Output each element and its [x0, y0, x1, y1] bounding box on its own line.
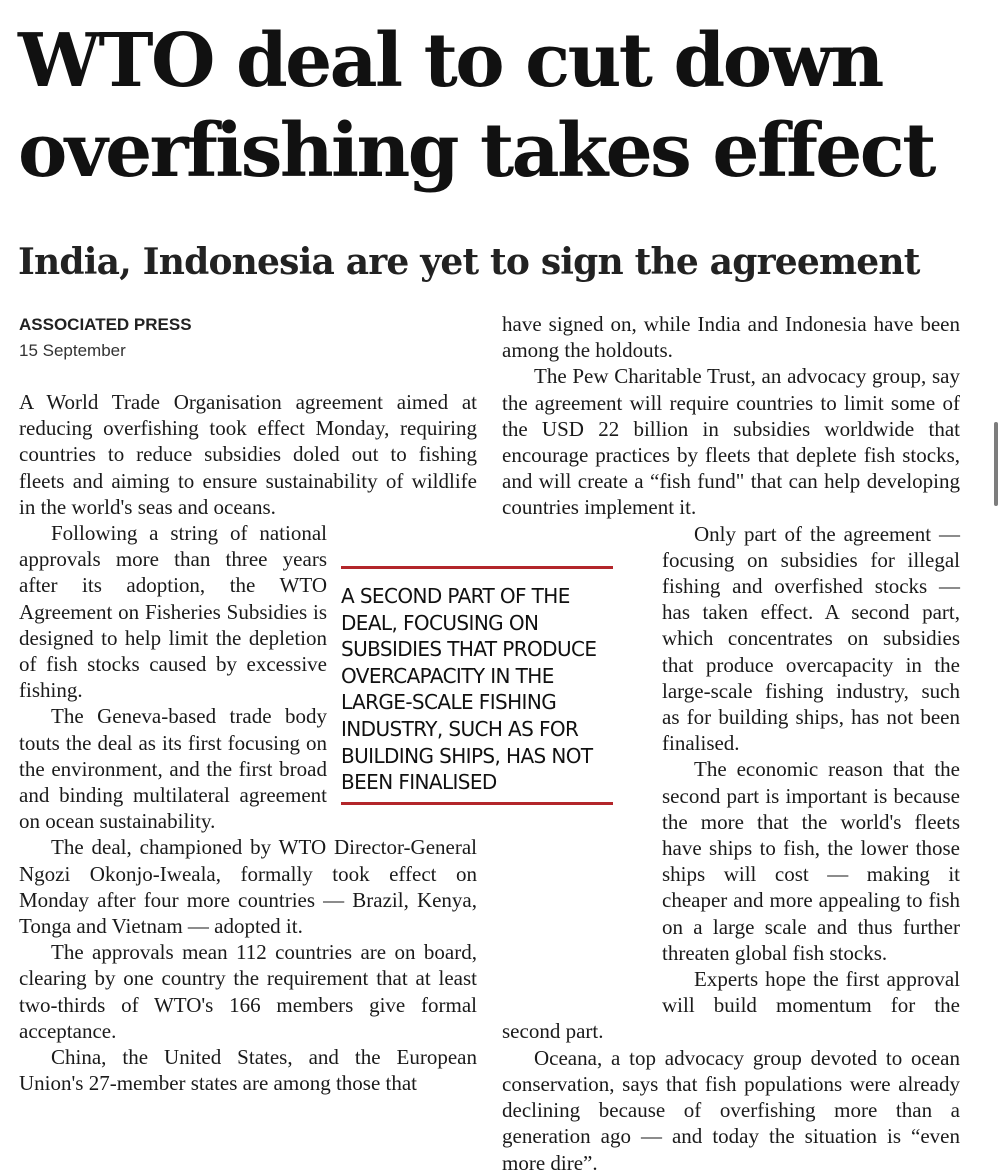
- body-paragraph: A World Trade Organisation agreement aimed at reducing overfishing took effect Monday, requiring countries to reduce subsidies doled out to fishing fleets and aiming to ensure sustainability of wildlife in the world's seas and oceans.: [19, 390, 477, 519]
- body-paragraph: Oceana, a top advocacy group devoted to ocean conservation, says that fish populations were already declining because of overfishing more than a generation ago — and today the situation is “even more dire”.: [502, 1045, 960, 1175]
- body-paragraph: The deal, championed by WTO Director-General Ngozi Okonjo-Iweala, formally took effect on Monday after four more countries — Brazil, Kenya, Tonga and Vietnam — adopted it.: [19, 835, 477, 939]
- scrollbar[interactable]: [994, 422, 998, 506]
- body-paragraph: China, the United States, and the European Union's 27-member states are among those that: [19, 1045, 477, 1096]
- headline-line-2: overfishing takes effect: [18, 108, 934, 194]
- body-paragraph: Experts hope the first approval will build momentum for the second part.: [502, 967, 960, 1044]
- body-paragraph: The Geneva-based trade body touts the deal as its first focusing on the environment, and the first broad and binding multilateral agreement on ocean sustainability.: [19, 704, 327, 834]
- pull-quote: A SECOND PART OF THE DEAL, FOCUSING ON SUBSIDIES THAT PRODUCE OVERCAPACITY IN THE LARGE-SCALE FISHING INDUSTRY, SUCH AS FOR BUILDING SHIPS, HAS NOT BEEN FINALISED: [341, 566, 613, 805]
- body-paragraph: The Pew Charitable Trust, an advocacy group, say the agreement will require countries to limit some of the USD 22 billion in subsidies worldwide that encourage practices by fleets that deplete fish stocks, and will create a “fish fund" that can help developing countries implement it.: [502, 364, 960, 520]
- body-paragraph: The economic reason that the second part is important is because the more that the world's fleets have ships to fish, the lower those ships will cost — making it cheaper and more appealing to fish on a large scale and thus further threaten global fish stocks.: [662, 757, 960, 965]
- headline: [18, 16, 978, 196]
- byline: ASSOCIATED PRESS: [19, 315, 192, 334]
- subheadline: India, Indonesia are yet to sign the agreement: [18, 241, 920, 283]
- body-paragraph: have signed on, while India and Indonesia have been among the holdouts.: [502, 312, 960, 363]
- body-paragraph: The approvals mean 112 countries are on board, clearing by one country the requirement that at least two-thirds of WTO's 166 members give formal acceptance.: [19, 940, 477, 1043]
- body-paragraph: Following a string of national approvals more than three years after its adoption, the WTO Agreement on Fisheries Subsidies is designed to help limit the depletion of fish stocks caused by excessive fishing.: [19, 521, 327, 703]
- body-paragraph: Only part of the agreement — focusing on subsidies for illegal fishing and overfished stocks — has taken effect. A second part, which concentrates on subsidies that produce overcapacity in the large-scale fishing industry, such as for building ships, has not been finalised.: [662, 521, 960, 756]
- headline-line-1: WTO deal to cut down: [18, 18, 882, 104]
- dateline: 15 September: [19, 341, 126, 360]
